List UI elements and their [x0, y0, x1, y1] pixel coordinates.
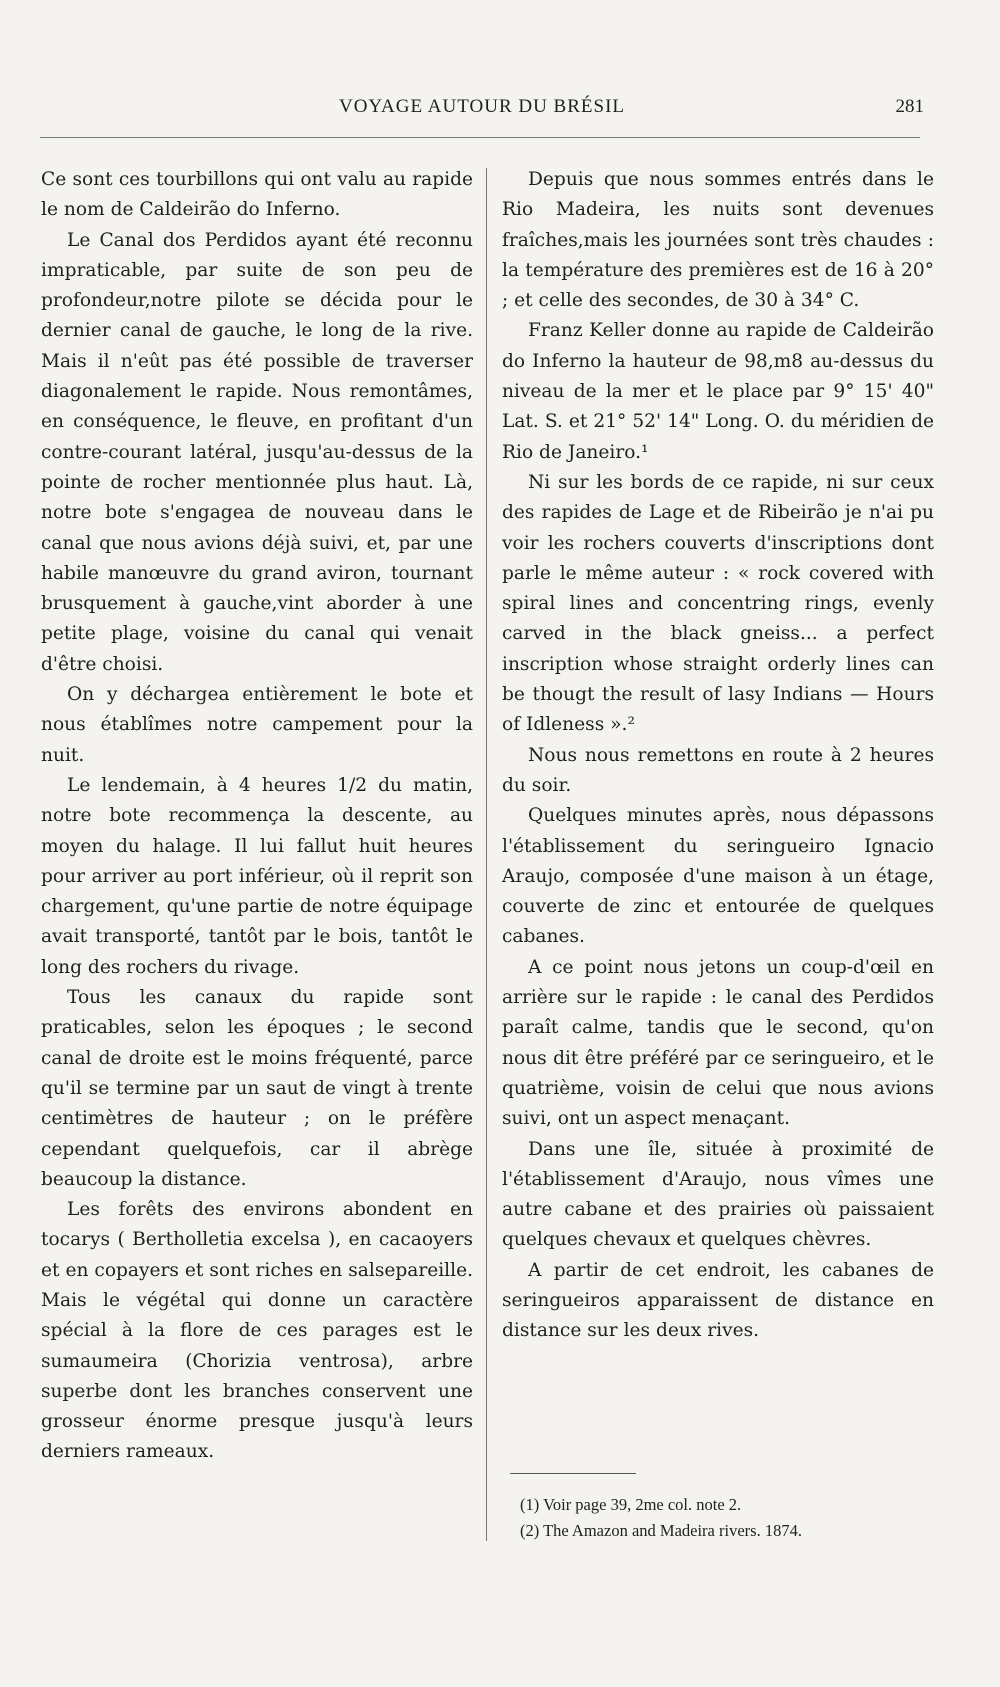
footnote-rule — [510, 1473, 636, 1474]
paragraph: Dans une île, située à proximité de l'établissement d'Araujo, nous vîmes une autre cabane et des prairies où paissaient quelques chevaux et quelques chèvres. — [502, 1138, 934, 1251]
paragraph: On y déchargea entièrement le bote et nous établîmes notre campement pour la nuit. — [41, 684, 473, 766]
footnote-1: (1) Voir page 39, 2me col. note 2. — [520, 1495, 742, 1514]
footnote-2: (2) The Amazon and Madeira rivers. 1874. — [520, 1521, 802, 1540]
paragraph: Quelques minutes après, nous dépassons l'établissement du seringueiro Ignacio Araujo, composée d'une maison à un étage, couverte de zinc et entourée de quelques cabanes. — [502, 805, 934, 948]
paragraph: Ni sur les bords de ce rapide, ni sur ceux des rapides de Lage et de Ribeirão je n'ai pu voir les rochers couverts d'inscriptions dont parle le même auteur : « rock covered with spiral lines and concentring rings, evenly carved in the black gneiss... a perfect inscription whose straight orderly lines can be thougt the result of lasy Indians — Hours of Idleness ».² — [502, 471, 934, 736]
paragraph: Les forêts des environs abondent en tocarys ( Bertholletia excelsa ), en cacaoyers et en copayers et sont riches en salsepareille. Mais le végétal qui donne un caractère spécial à la flore de ces parages est le sumaumeira (Chorizia ventrosa), arbre superbe dont les branches conservent une grosseur énorme presque jusqu'à leurs derniers rameaux. — [41, 1199, 473, 1463]
paragraph: Le lendemain, à 4 heures 1/2 du matin, notre bote recommença la descente, au moyen du halage. Il lui fallut huit heures pour arriver au port inférieur, où il reprit son chargement, qu'une partie de notre équipage avait transporté, tantôt par le bois, tantôt le long des rochers du rivage. — [41, 774, 473, 978]
paragraph: Franz Keller donne au rapide de Caldeirão do Inferno la hauteur de 98,m8 au-dessus du niveau de la mer et le place par 9° 15' 40" Lat. S. et 21° 52' 14" Long. O. du méridien de Rio de Janeiro.¹ — [502, 320, 934, 463]
header-rule — [40, 137, 920, 138]
paragraph: Depuis que nous sommes entrés dans le Rio Madeira, les nuits sont devenues fraîches,mais les journées sont très chaudes : la température des premières est de 16 à 20° ; et celle des secondes, de 30 à 34° C. — [502, 169, 934, 312]
paragraph: Nous nous remettons en route à 2 heures du soir. — [502, 744, 934, 796]
paragraph: A partir de cet endroit, les cabanes de seringueiros apparaissent de distance en distance sur les deux rives. — [502, 1259, 934, 1342]
running-header — [40, 96, 924, 126]
left-column — [41, 165, 473, 1468]
column-divider — [486, 168, 487, 1541]
running-title: VOYAGE AUTOUR DU BRÉSIL — [338, 96, 626, 117]
footnotes — [520, 1492, 940, 1544]
paragraph: A ce point nous jetons un coup-d'œil en arrière sur le rapide : le canal des Perdidos paraît calme, tandis que le second, qu'on nous dit être préféré par ce seringueiro, et le quatrième, voisin de celui que nous avions suivi, ont un aspect menaçant. — [502, 956, 934, 1130]
paragraph: Ce sont ces tourbillons qui ont valu au rapide le nom de Caldeirão do Inferno. — [41, 169, 473, 221]
right-column — [502, 165, 934, 1347]
page-number: 281 — [895, 96, 924, 117]
paragraph: Le Canal dos Perdidos ayant été reconnu impraticable, par suite de son peu de profondeur,notre pilote se décida pour le dernier canal de gauche, le long de la rive. Mais il n'eût pas été possible de traverser diagonalement le rapide. Nous remontâmes, en conséquence, le fleuve, en profitant d'un contre-courant latéral, jusqu'au-dessus de la pointe de rocher mentionnée plus haut. Là, notre bote s'engagea de nouveau dans le canal que nous avions déjà suivi, et, par une habile manœuvre du grand aviron, tournant brusquement à gauche,vint aborder à une petite plage, voisine du canal qui venait d'être choisi. — [41, 229, 473, 675]
paragraph: Tous les canaux du rapide sont praticables, selon les époques ; le second canal de droite est le moins fréquenté, parce qu'il se termine par un saut de vingt à trente centimètres de hauteur ; on le préfère cependant quelquefois, car il abrège beaucoup la distance. — [41, 987, 473, 1190]
